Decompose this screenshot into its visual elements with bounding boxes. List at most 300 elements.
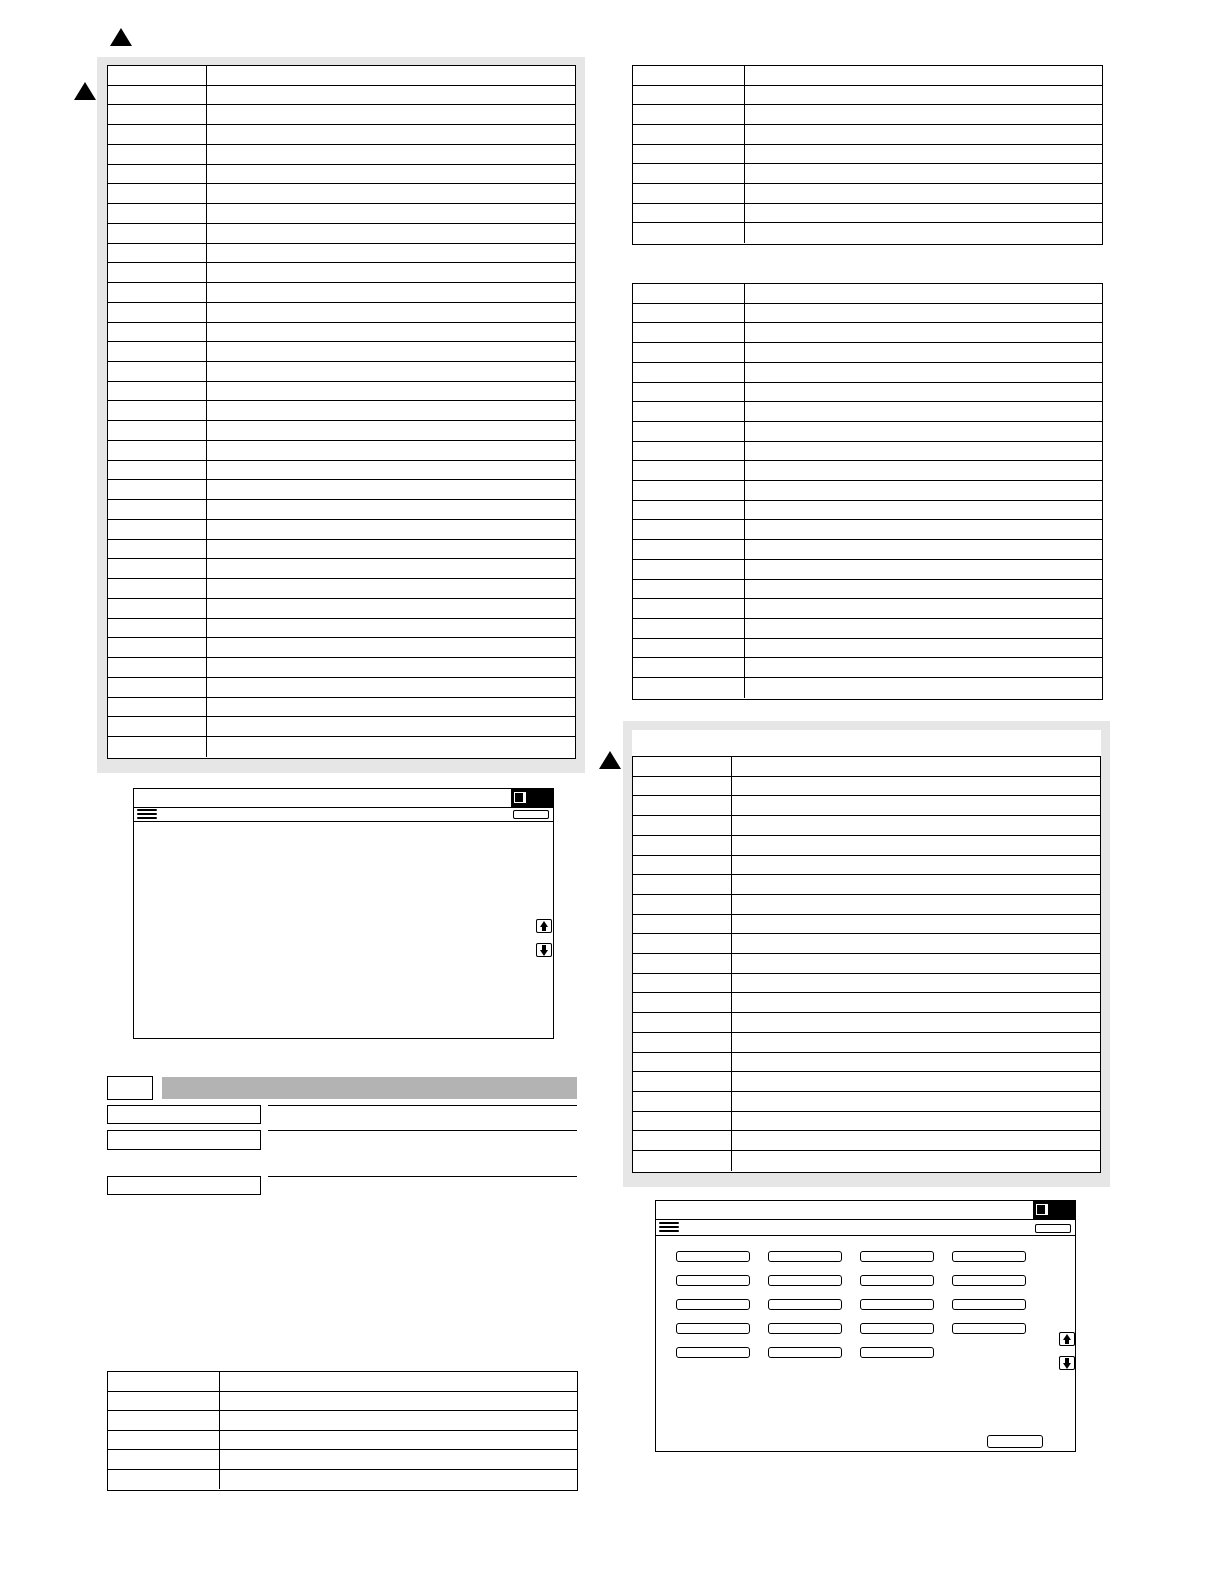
table-row xyxy=(108,698,575,718)
table-cell-key xyxy=(633,777,732,796)
warning-triangle-icon xyxy=(110,28,132,46)
table-cell-key xyxy=(633,383,745,402)
screen-title-bar xyxy=(656,1201,1075,1220)
table-cell-key xyxy=(108,204,207,223)
table-row xyxy=(108,382,575,402)
table-cell-value xyxy=(207,105,575,124)
table-cell-key xyxy=(633,1092,732,1111)
table-cell-key xyxy=(633,1033,732,1052)
table-row xyxy=(633,934,1100,954)
table-row xyxy=(108,244,575,264)
table-row xyxy=(108,737,575,757)
table-cell-key xyxy=(633,856,732,875)
table-cell-key xyxy=(633,164,745,183)
table-cell-key xyxy=(108,86,207,105)
table-row xyxy=(633,1053,1100,1073)
table-cell-value xyxy=(732,934,1100,953)
table-cell-key xyxy=(108,658,207,677)
table-row xyxy=(108,204,575,224)
table-row xyxy=(633,501,1102,521)
table-cell-value xyxy=(207,520,575,539)
section-number-box xyxy=(107,1076,153,1100)
table-cell-key xyxy=(108,599,207,618)
table-cell-key xyxy=(633,560,745,579)
setting-button[interactable] xyxy=(768,1323,842,1334)
table-cell-key xyxy=(108,283,207,302)
table-cell-value xyxy=(207,737,575,757)
setting-button[interactable] xyxy=(676,1347,750,1358)
table-cell-value xyxy=(732,915,1100,934)
scroll-down-icon[interactable] xyxy=(1059,1356,1075,1370)
table-right-lower xyxy=(632,756,1101,1173)
table-cell-value xyxy=(732,895,1100,914)
ok-button[interactable] xyxy=(987,1435,1043,1448)
table-row xyxy=(633,639,1102,659)
table-cell-key xyxy=(633,1053,732,1072)
table-row xyxy=(108,1450,577,1470)
table-cell-key xyxy=(108,540,207,559)
table-cell-value xyxy=(745,323,1102,342)
table-cell-value xyxy=(220,1470,577,1490)
table-row xyxy=(633,323,1102,343)
table-cell-value xyxy=(745,520,1102,539)
table-cell-value xyxy=(732,1131,1100,1150)
table-row xyxy=(633,993,1100,1013)
table-row xyxy=(108,401,575,421)
table-row xyxy=(108,66,575,86)
table-cell-key xyxy=(108,382,207,401)
table-cell-key xyxy=(108,579,207,598)
table-cell-value xyxy=(745,284,1102,303)
table-cell-key xyxy=(108,1392,220,1411)
table-cell-key xyxy=(108,263,207,282)
panel-caption-area xyxy=(632,730,1101,757)
table-cell-key xyxy=(108,1470,220,1490)
table-cell-value xyxy=(207,717,575,736)
table-row xyxy=(108,441,575,461)
table-row xyxy=(633,816,1100,836)
table-cell-value xyxy=(207,66,575,85)
table-cell-value xyxy=(745,383,1102,402)
table-row xyxy=(108,540,575,560)
table-cell-key xyxy=(633,934,732,953)
table-cell-value xyxy=(207,619,575,638)
table-cell-value xyxy=(745,678,1102,698)
screen-action-button[interactable] xyxy=(1035,1224,1071,1233)
setting-button[interactable] xyxy=(860,1299,934,1310)
table-cell-key xyxy=(633,184,745,203)
table-right-top xyxy=(632,65,1103,245)
table-cell-key xyxy=(633,599,745,618)
table-cell-key xyxy=(108,480,207,499)
table-cell-value xyxy=(207,382,575,401)
table-cell-value xyxy=(207,244,575,263)
table-cell-value xyxy=(745,223,1102,243)
table-cell-value xyxy=(207,559,575,578)
table-cell-key xyxy=(108,520,207,539)
table-row xyxy=(633,560,1102,580)
table-cell-value xyxy=(732,1112,1100,1131)
table-cell-value xyxy=(207,441,575,460)
table-row xyxy=(108,1372,577,1392)
table-cell-value xyxy=(732,796,1100,815)
scroll-up-icon[interactable] xyxy=(1059,1332,1075,1346)
table-row xyxy=(633,223,1102,243)
table-row xyxy=(633,1131,1100,1151)
table-cell-value xyxy=(745,105,1102,124)
table-cell-key xyxy=(108,165,207,184)
table-cell-key xyxy=(633,580,745,599)
table-cell-key xyxy=(108,323,207,342)
table-cell-key xyxy=(633,1151,732,1171)
table-cell-key xyxy=(633,974,732,993)
table-cell-value xyxy=(220,1392,577,1411)
table-cell-value xyxy=(207,224,575,243)
table-left-main xyxy=(107,65,576,759)
table-cell-key xyxy=(633,619,745,638)
table-row xyxy=(633,1151,1100,1171)
table-row xyxy=(108,599,575,619)
table-cell-value xyxy=(732,954,1100,973)
scroll-up-icon[interactable] xyxy=(536,919,552,933)
table-cell-value xyxy=(732,1151,1100,1171)
table-cell-value xyxy=(732,1013,1100,1032)
setting-button[interactable] xyxy=(768,1347,842,1358)
table-row xyxy=(633,875,1100,895)
table-cell-key xyxy=(108,224,207,243)
table-cell-value xyxy=(207,658,575,677)
table-cell-value xyxy=(745,442,1102,461)
table-row xyxy=(633,481,1102,501)
table-row xyxy=(633,954,1100,974)
table-row xyxy=(633,461,1102,481)
table-cell-key xyxy=(108,362,207,381)
table-row xyxy=(633,383,1102,403)
setting-button[interactable] xyxy=(952,1251,1026,1262)
table-cell-key xyxy=(633,461,745,480)
table-row xyxy=(633,86,1102,106)
table-cell-value xyxy=(745,481,1102,500)
table-row xyxy=(633,284,1102,304)
table-row xyxy=(633,363,1102,383)
table-row xyxy=(633,599,1102,619)
table-cell-value xyxy=(745,580,1102,599)
menu-icon[interactable] xyxy=(659,1222,679,1234)
setting-button[interactable] xyxy=(768,1299,842,1310)
divider xyxy=(268,1176,577,1177)
table-cell-value xyxy=(207,86,575,105)
table-cell-value xyxy=(220,1450,577,1469)
scroll-down-icon[interactable] xyxy=(536,943,552,957)
table-cell-key xyxy=(633,363,745,382)
table-cell-key xyxy=(633,836,732,855)
table-cell-value xyxy=(207,145,575,164)
table-cell-key xyxy=(108,66,207,85)
table-row xyxy=(108,145,575,165)
table-cell-value xyxy=(745,599,1102,618)
setting-button[interactable] xyxy=(676,1323,750,1334)
table-cell-value xyxy=(732,856,1100,875)
table-cell-value xyxy=(745,304,1102,323)
table-row xyxy=(633,304,1102,324)
table-row xyxy=(633,520,1102,540)
table-cell-value xyxy=(207,461,575,480)
screen-action-button[interactable] xyxy=(513,810,549,819)
table-row xyxy=(633,422,1102,442)
table-cell-value xyxy=(207,698,575,717)
table-cell-key xyxy=(633,481,745,500)
table-cell-key xyxy=(633,284,745,303)
table-cell-key xyxy=(633,658,745,677)
table-cell-key xyxy=(633,402,745,421)
table-cell-value xyxy=(207,421,575,440)
table-cell-value xyxy=(745,639,1102,658)
table-row xyxy=(108,105,575,125)
table-row xyxy=(633,580,1102,600)
table-cell-key xyxy=(633,501,745,520)
table-row xyxy=(633,1092,1100,1112)
table-row xyxy=(108,263,575,283)
setting-button[interactable] xyxy=(860,1323,934,1334)
table-cell-value xyxy=(732,974,1100,993)
table-cell-key xyxy=(108,1450,220,1469)
table-row xyxy=(108,224,575,244)
screen-mockup-b xyxy=(655,1200,1076,1452)
table-row xyxy=(633,402,1102,422)
table-cell-key xyxy=(633,993,732,1012)
table-cell-key xyxy=(633,954,732,973)
table-cell-value xyxy=(220,1372,577,1391)
table-cell-value xyxy=(745,422,1102,441)
copy-mode-icon xyxy=(1033,1201,1075,1219)
table-cell-key xyxy=(633,323,745,342)
table-row xyxy=(108,342,575,362)
table-row xyxy=(108,461,575,481)
table-left-bottom xyxy=(107,1371,578,1491)
table-row xyxy=(633,1072,1100,1092)
table-cell-value xyxy=(207,283,575,302)
table-cell-key xyxy=(108,1372,220,1391)
table-row xyxy=(633,619,1102,639)
table-row xyxy=(633,1013,1100,1033)
setting-button[interactable] xyxy=(952,1323,1026,1334)
table-cell-value xyxy=(207,540,575,559)
table-row xyxy=(108,1392,577,1412)
setting-button[interactable] xyxy=(952,1299,1026,1310)
table-row xyxy=(108,500,575,520)
table-cell-key xyxy=(633,422,745,441)
table-row xyxy=(108,421,575,441)
table-row xyxy=(108,125,575,145)
table-cell-value xyxy=(732,836,1100,855)
table-cell-key xyxy=(633,86,745,105)
table-cell-value xyxy=(745,343,1102,362)
table-row xyxy=(108,559,575,579)
table-cell-key xyxy=(633,223,745,243)
table-cell-key xyxy=(108,559,207,578)
table-row xyxy=(108,1470,577,1490)
table-cell-value xyxy=(207,184,575,203)
table-cell-value xyxy=(745,560,1102,579)
table-cell-key xyxy=(108,678,207,697)
table-cell-value xyxy=(732,1072,1100,1091)
table-cell-value xyxy=(745,66,1102,85)
table-row xyxy=(108,520,575,540)
table-cell-key xyxy=(108,461,207,480)
table-row xyxy=(633,895,1100,915)
table-right-middle xyxy=(632,283,1103,700)
table-cell-key xyxy=(633,1013,732,1032)
table-row xyxy=(108,184,575,204)
table-row xyxy=(633,1033,1100,1053)
table-row xyxy=(633,145,1102,165)
table-row xyxy=(108,165,575,185)
table-row xyxy=(108,678,575,698)
table-cell-key xyxy=(108,125,207,144)
table-cell-key xyxy=(108,342,207,361)
table-cell-key xyxy=(108,737,207,757)
table-cell-key xyxy=(633,66,745,85)
table-row xyxy=(108,480,575,500)
table-cell-key xyxy=(633,145,745,164)
table-row xyxy=(633,777,1100,797)
table-row xyxy=(633,540,1102,560)
warning-triangle-icon xyxy=(74,82,96,100)
table-cell-value xyxy=(745,125,1102,144)
table-row xyxy=(108,303,575,323)
table-row xyxy=(108,658,575,678)
table-cell-key xyxy=(633,1072,732,1091)
setting-button[interactable] xyxy=(860,1347,934,1358)
table-cell-key xyxy=(108,1431,220,1450)
table-row xyxy=(633,66,1102,86)
table-cell-key xyxy=(633,875,732,894)
table-cell-key xyxy=(108,638,207,657)
screen-mockup-a xyxy=(133,788,554,1039)
table-cell-value xyxy=(207,500,575,519)
label-box xyxy=(107,1176,261,1195)
divider xyxy=(268,1130,577,1131)
table-cell-key xyxy=(633,639,745,658)
table-cell-value xyxy=(745,86,1102,105)
section-header-bar xyxy=(162,1077,577,1099)
table-cell-key xyxy=(633,520,745,539)
table-row xyxy=(108,362,575,382)
table-row xyxy=(633,105,1102,125)
table-row xyxy=(108,638,575,658)
table-cell-key xyxy=(108,441,207,460)
table-cell-key xyxy=(108,184,207,203)
setting-button[interactable] xyxy=(676,1275,750,1286)
table-row xyxy=(633,204,1102,224)
table-cell-value xyxy=(745,145,1102,164)
menu-icon[interactable] xyxy=(137,809,157,821)
table-cell-key xyxy=(108,717,207,736)
table-cell-key xyxy=(108,1411,220,1430)
table-cell-key xyxy=(633,1131,732,1150)
table-cell-key xyxy=(633,204,745,223)
warning-triangle-icon xyxy=(599,751,621,769)
table-cell-key xyxy=(633,796,732,815)
table-cell-value xyxy=(732,875,1100,894)
setting-button[interactable] xyxy=(860,1275,934,1286)
setting-button[interactable] xyxy=(952,1275,1026,1286)
table-cell-value xyxy=(745,658,1102,677)
table-cell-value xyxy=(207,323,575,342)
table-cell-key xyxy=(108,698,207,717)
setting-button[interactable] xyxy=(676,1299,750,1310)
table-row xyxy=(633,796,1100,816)
table-cell-value xyxy=(732,757,1100,776)
table-cell-key xyxy=(633,540,745,559)
table-cell-value xyxy=(207,579,575,598)
table-cell-key xyxy=(633,105,745,124)
label-box xyxy=(107,1105,261,1124)
table-cell-key xyxy=(108,244,207,263)
table-cell-value xyxy=(732,816,1100,835)
table-cell-value xyxy=(745,501,1102,520)
table-cell-value xyxy=(207,638,575,657)
table-row xyxy=(108,283,575,303)
table-cell-value xyxy=(732,993,1100,1012)
table-row xyxy=(108,1411,577,1431)
table-cell-value xyxy=(207,480,575,499)
table-row xyxy=(633,184,1102,204)
table-cell-value xyxy=(207,342,575,361)
table-cell-key xyxy=(108,401,207,420)
table-row xyxy=(633,856,1100,876)
table-cell-value xyxy=(745,363,1102,382)
table-cell-value xyxy=(207,165,575,184)
table-cell-key xyxy=(108,303,207,322)
table-cell-value xyxy=(207,125,575,144)
table-cell-value xyxy=(207,263,575,282)
table-row xyxy=(108,323,575,343)
table-row xyxy=(108,1431,577,1451)
setting-button[interactable] xyxy=(860,1251,934,1262)
table-row xyxy=(633,915,1100,935)
screen-sub-bar xyxy=(656,1219,1075,1236)
table-cell-value xyxy=(745,461,1102,480)
divider xyxy=(268,1105,577,1106)
table-cell-key xyxy=(108,145,207,164)
table-row xyxy=(633,757,1100,777)
table-row xyxy=(633,974,1100,994)
table-row xyxy=(633,1112,1100,1132)
table-cell-key xyxy=(633,895,732,914)
table-cell-value xyxy=(207,599,575,618)
table-cell-value xyxy=(745,204,1102,223)
table-cell-key xyxy=(108,500,207,519)
setting-button[interactable] xyxy=(768,1251,842,1262)
table-row xyxy=(633,343,1102,363)
table-cell-value xyxy=(745,540,1102,559)
setting-button[interactable] xyxy=(768,1275,842,1286)
table-row xyxy=(108,86,575,106)
table-cell-value xyxy=(745,402,1102,421)
table-row xyxy=(633,164,1102,184)
table-cell-key xyxy=(633,915,732,934)
table-cell-value xyxy=(220,1431,577,1450)
table-cell-key xyxy=(108,619,207,638)
table-cell-value xyxy=(207,401,575,420)
table-cell-value xyxy=(745,164,1102,183)
table-cell-key xyxy=(633,343,745,362)
table-cell-key xyxy=(108,105,207,124)
setting-button[interactable] xyxy=(676,1251,750,1262)
table-cell-key xyxy=(633,816,732,835)
table-row xyxy=(108,619,575,639)
